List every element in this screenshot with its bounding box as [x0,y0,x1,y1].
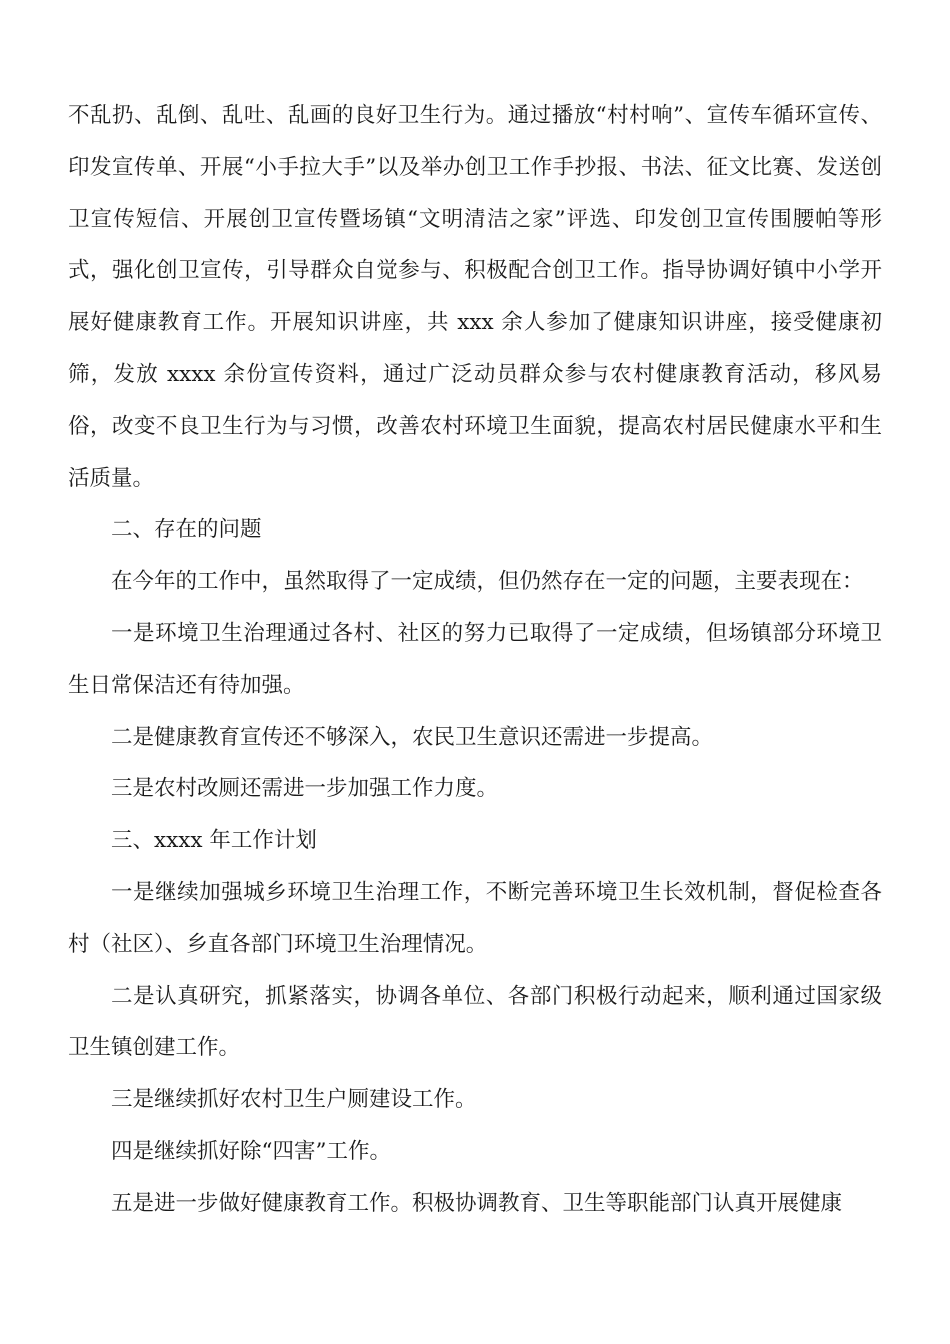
paragraph-health-education-activities: 不乱扔、乱倒、乱吐、乱画的良好卫生行为。通过播放“村村响”、宣传车循环宣传、印发宣传单、开展“小手拉大手”以及举办创卫工作手抄报、书法、征文比赛、发送创卫宣传短信、开展创卫宣传暨场镇“文明清洁之家”评选、印发创卫宣传围腰帕等形式，强化创卫宣传，引导群众自觉参与、积极配合创卫工作。指导协调好镇中小学开展好健康教育工作。开展知识讲座，共 xxx 余人参加了健康知识讲座，接受健康初筛，发放 xxxx 余份宣传资料，通过广泛动员群众参与农村健康教育活动，移风易俗，改变不良卫生行为与习惯，改善农村环境卫生面貌，提高农村居民健康水平和生活质量。 [68,103,882,491]
document-body [68,90,882,1230]
section-heading-existing-problems: 二、存在的问题 [111,517,262,543]
paragraph-problems-intro: 在今年的工作中，虽然取得了一定成绩，但仍然存在一定的问题，主要表现在： [111,569,864,595]
paragraph-problem-three: 三是农村改厕还需进一步加强工作力度。 [111,776,499,802]
paragraph-plan-three: 三是继续抓好农村卫生户厕建设工作。 [111,1087,477,1113]
section-heading-work-plan: 三、xxxx 年工作计划 [111,828,317,854]
paragraph-plan-four: 四是继续抓好除“四害”工作。 [111,1138,391,1164]
paragraph-problem-two: 二是健康教育宣传还不够深入，农民卫生意识还需进一步提高。 [111,724,714,750]
paragraph-problem-one: 一是环境卫生治理通过各村、社区的努力已取得了一定成绩，但场镇部分环境卫生日常保洁还有待加强。 [68,620,882,698]
paragraph-plan-five: 五是进一步做好健康教育工作。积极协调教育、卫生等职能部门认真开展健康 [111,1190,843,1216]
paragraph-plan-two: 二是认真研究，抓紧落实，协调各单位、各部门积极行动起来，顺利通过国家级卫生镇创建工作。 [68,983,882,1061]
paragraph-plan-one: 一是继续加强城乡环境卫生治理工作，不断完善环境卫生长效机制，督促检查各村（社区）、乡直各部门环境卫生治理情况。 [68,879,882,957]
